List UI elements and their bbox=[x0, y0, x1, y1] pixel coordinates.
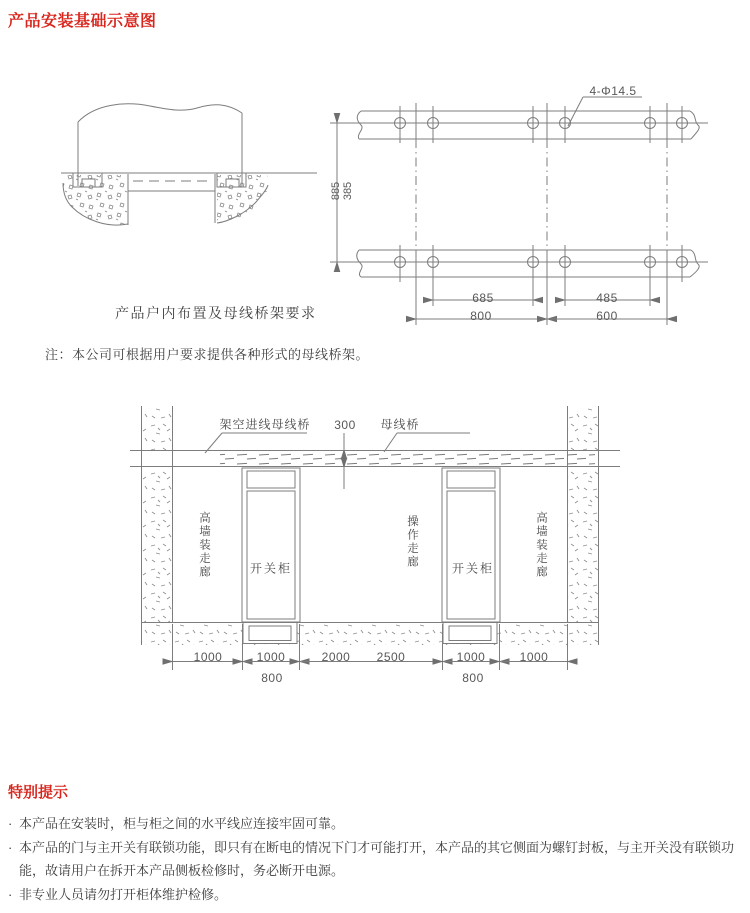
busbar-label: 母线桥 bbox=[380, 417, 420, 432]
switch-cabinet-right-label: 开关柜 bbox=[451, 561, 495, 576]
overhead-busbar-label: 架空进线母线桥 bbox=[219, 417, 311, 432]
dim-600-label: 600 bbox=[596, 309, 618, 323]
dim-685-label: 685 bbox=[472, 291, 494, 305]
bullet-dot: · bbox=[8, 886, 13, 902]
dim-300-label: 300 bbox=[334, 418, 356, 432]
tips-title: 特别提示 bbox=[8, 784, 69, 801]
dim-885-label: 885 bbox=[330, 181, 342, 201]
bullet-dot: · bbox=[8, 839, 13, 855]
tip-item bbox=[8, 812, 748, 836]
dim-485-label: 485 bbox=[596, 291, 618, 305]
mounting-rail-plan-diagram bbox=[330, 80, 725, 335]
wall-corridor-right-label: 高墙装走廊 bbox=[535, 511, 547, 579]
dim-2500-center: 2500 bbox=[376, 650, 406, 664]
dim-1000-left-corridor: 1000 bbox=[193, 650, 223, 664]
tip-item bbox=[8, 883, 748, 907]
tips-list bbox=[8, 812, 748, 906]
dim-1000-right-cabinet: 1000 bbox=[456, 650, 486, 664]
tip-text: 本产品的门与主开关有联锁功能，即只有在断电的情况下门才可能打开，本产品的其它侧面为螺钉封板，与主开关没有联锁功能，故请用户在拆开本产品侧板检修时，务必断开电源。 bbox=[19, 839, 735, 878]
dim-800-right-cabinet: 800 bbox=[462, 671, 484, 685]
page-title: 产品安装基础示意图 bbox=[8, 13, 157, 30]
tip-item bbox=[8, 836, 748, 883]
hole-callout-label: 4-Φ14.5 bbox=[589, 84, 637, 98]
foundation-cross-section-diagram bbox=[55, 90, 325, 245]
dim-2000-center: 2000 bbox=[321, 650, 351, 664]
switch-cabinet-left-label: 开关柜 bbox=[249, 561, 293, 576]
dim-385-label: 385 bbox=[342, 181, 354, 201]
dim-800-left-cabinet: 800 bbox=[261, 671, 283, 685]
dim-1000-left-cabinet: 1000 bbox=[256, 650, 286, 664]
dim-1000-right-corridor: 1000 bbox=[519, 650, 549, 664]
operation-corridor-label: 操作走廊 bbox=[406, 515, 418, 569]
wall-corridor-left-label: 高墙装走廊 bbox=[198, 511, 210, 579]
busbar-note: 注：本公司可根据用户要求提供各种形式的母线桥架。 bbox=[45, 347, 370, 362]
tip-text: 非专业人员请勿打开柜体维护检修。 bbox=[19, 886, 228, 902]
tip-text: 本产品在安装时，柜与柜之间的水平线应连接牢固可靠。 bbox=[19, 816, 345, 831]
indoor-layout-caption: 产品户内布置及母线桥架要求 bbox=[115, 305, 317, 321]
bullet-dot: · bbox=[8, 816, 13, 831]
dim-800-label: 800 bbox=[470, 309, 492, 323]
